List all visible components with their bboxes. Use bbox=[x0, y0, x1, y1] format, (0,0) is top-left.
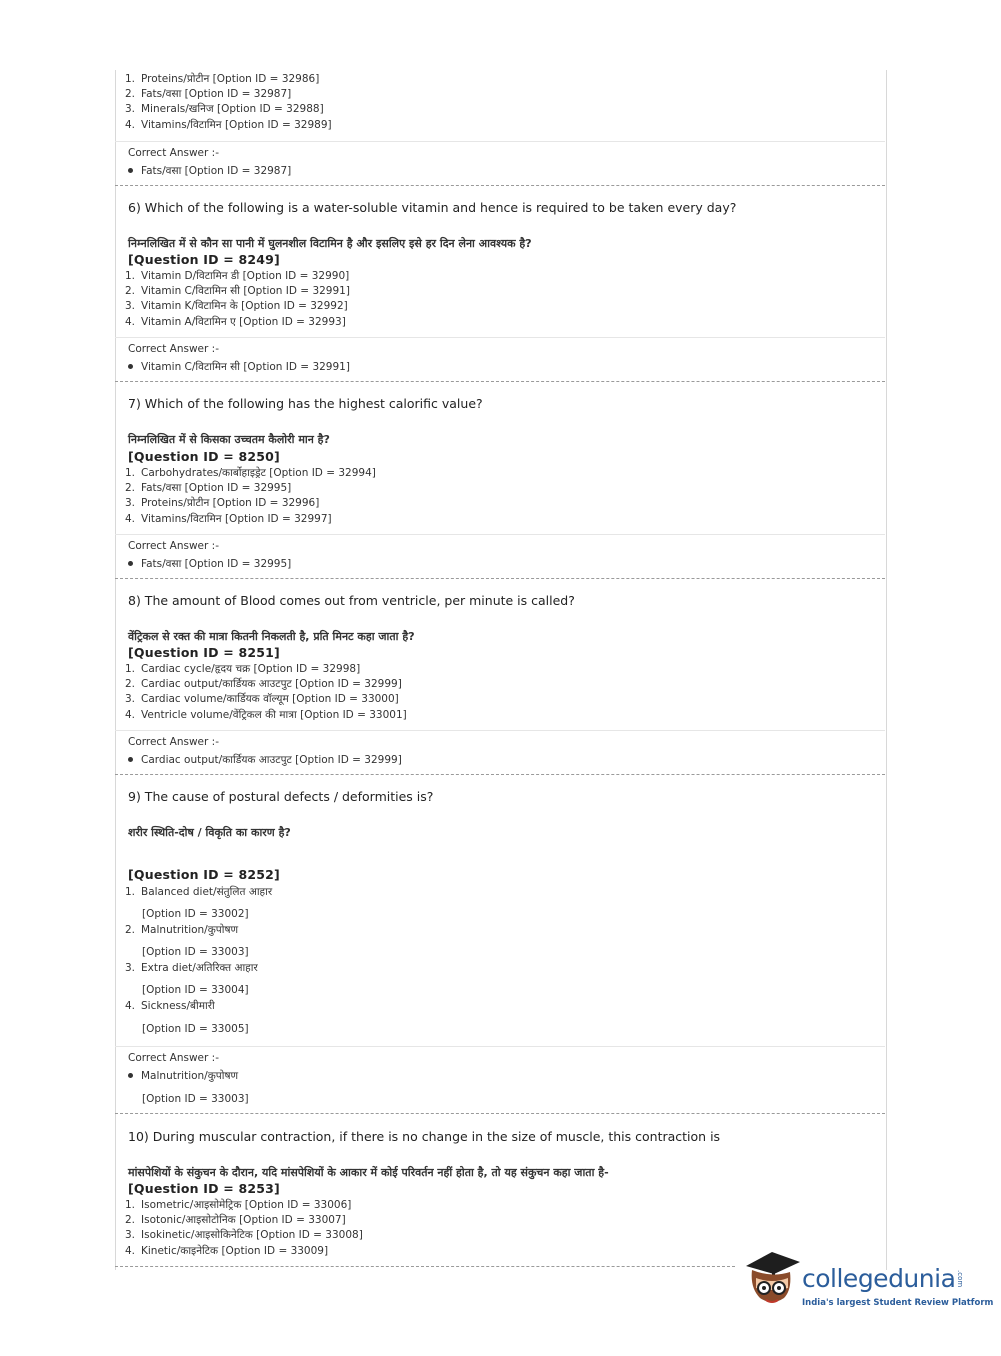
bullet-icon bbox=[128, 561, 133, 566]
option-item: 1. Cardiac cycle/हृदय चक्र [Option ID = 32998] bbox=[125, 663, 361, 675]
correct-answer: Fats/वसा [Option ID = 32987] bbox=[128, 164, 291, 178]
option-id: [Option ID = 33003] bbox=[142, 946, 249, 958]
question-separator bbox=[115, 185, 885, 186]
question-id: [Question ID = 8252] bbox=[128, 867, 280, 882]
correct-answer-id: [Option ID = 33003] bbox=[142, 1093, 249, 1105]
logo-suffix: .com bbox=[956, 1270, 964, 1288]
options-list bbox=[125, 72, 332, 133]
option-item: 1. Balanced diet/संतुलित आहार bbox=[125, 886, 273, 898]
option-id: [Option ID = 33005] bbox=[142, 1023, 249, 1035]
option-item: 3. Extra diet/अतिरिक्त आहार bbox=[125, 962, 258, 974]
option-item: 2. Fats/वसा [Option ID = 32995] bbox=[125, 482, 292, 495]
correct-answer: Fats/वसा [Option ID = 32995] bbox=[128, 557, 291, 571]
logo-wordmark: collegedunia bbox=[802, 1264, 956, 1293]
option-item: 2. Fats/वसा [Option ID = 32987] bbox=[125, 88, 292, 101]
option-item: 4. Kinetic/काइनेटिक [Option ID = 33009] bbox=[125, 1244, 329, 1257]
bullet-icon bbox=[128, 1073, 133, 1078]
divider bbox=[115, 1046, 885, 1047]
question-title: 7) Which of the following has the highest calorific value? bbox=[128, 396, 483, 411]
logo-tagline: India's largest Student Review Platform bbox=[802, 1298, 994, 1308]
option-item: 1. Proteins/प्रोटीन [Option ID = 32986] bbox=[125, 73, 320, 85]
question-title: 6) Which of the following is a water-soluble vitamin and hence is required to be taken every day? bbox=[128, 200, 737, 215]
option-item: 4. Sickness/बीमारी bbox=[125, 1000, 215, 1012]
options-list bbox=[125, 662, 407, 723]
option-item: 2. Malnutrition/कुपोषण bbox=[125, 924, 239, 936]
option-item: 3. Cardiac volume/कार्डियक वॉल्यूम [Option ID = 33000] bbox=[125, 693, 399, 706]
option-item: 4. Ventricle volume/वेंट्रिकल की मात्रा [Option ID = 33001] bbox=[125, 708, 407, 721]
divider bbox=[115, 534, 885, 535]
option-item: 2. Cardiac output/कार्डियक आउटपुट [Option ID = 32999] bbox=[125, 678, 402, 691]
option-item: 1. Isometric/आइसोमेट्रिक [Option ID = 33006] bbox=[125, 1199, 352, 1211]
question-separator bbox=[115, 1113, 885, 1114]
question-separator bbox=[115, 774, 885, 775]
divider bbox=[115, 730, 885, 731]
bullet-icon bbox=[128, 364, 133, 369]
question-separator bbox=[115, 381, 885, 382]
question-title: 8) The amount of Blood comes out from ventricle, per minute is called? bbox=[128, 593, 575, 608]
options-list bbox=[125, 1198, 363, 1259]
correct-answer: Cardiac output/कार्डियक आउटपुट [Option ID = 32999] bbox=[128, 753, 402, 767]
option-item: 3. Proteins/प्रोटीन [Option ID = 32996] bbox=[125, 497, 320, 510]
correct-answer-label: Correct Answer :- bbox=[128, 343, 219, 355]
correct-answer-label: Correct Answer :- bbox=[128, 147, 219, 159]
question-title: 10) During muscular contraction, if there is no change in the size of muscle, this contraction is bbox=[128, 1129, 721, 1144]
question-hindi: शरीर स्थिति-दोष / विकृति का कारण है? bbox=[128, 826, 291, 839]
option-item: 2. Vitamin C/विटामिन सी [Option ID = 32991] bbox=[125, 285, 350, 298]
question-hindi: मांसपेशियों के संकुचन के दौरान, यदि मांसपेशियों के आकार में कोई परिवर्तन नहीं होता है, तो यह संकुचन कहा जाता है- bbox=[128, 1166, 609, 1179]
collegedunia-logo bbox=[742, 1248, 994, 1318]
correct-answer: Malnutrition/कुपोषण bbox=[128, 1069, 238, 1083]
question-id: [Question ID = 8250] bbox=[128, 449, 280, 464]
divider bbox=[115, 141, 885, 142]
correct-answer-label: Correct Answer :- bbox=[128, 540, 219, 552]
question-title: 9) The cause of postural defects / deformities is? bbox=[128, 789, 434, 804]
bullet-icon bbox=[128, 168, 133, 173]
question-id: [Question ID = 8249] bbox=[128, 252, 280, 267]
question-separator bbox=[115, 578, 885, 579]
option-item: 2. Isotonic/आइसोटोनिक [Option ID = 33007] bbox=[125, 1214, 346, 1227]
option-item: 4. Vitamins/विटामिन [Option ID = 32989] bbox=[125, 118, 332, 131]
question-id: [Question ID = 8251] bbox=[128, 645, 280, 660]
question-hindi: निम्नलिखित में से कौन सा पानी में घुलनशील विटामिन है और इसलिए इसे हर दिन लेना आवश्यक है? bbox=[128, 237, 532, 250]
correct-answer-label: Correct Answer :- bbox=[128, 1052, 219, 1064]
option-item: 3. Isokinetic/आइसोकिनेटिक [Option ID = 33008] bbox=[125, 1229, 363, 1242]
question-hindi: वेंट्रिकल से रक्त की मात्रा कितनी निकलती है, प्रति मिनट कहा जाता है? bbox=[128, 630, 415, 643]
correct-answer: Vitamin C/विटामिन सी [Option ID = 32991] bbox=[128, 360, 350, 374]
question-separator bbox=[115, 1266, 735, 1267]
option-item: 1. Vitamin D/विटामिन डी [Option ID = 32990] bbox=[125, 270, 350, 282]
bullet-icon bbox=[128, 757, 133, 762]
option-item: 3. Minerals/खनिज [Option ID = 32988] bbox=[125, 103, 324, 116]
divider bbox=[115, 337, 885, 338]
option-item: 4. Vitamin A/विटामिन ए [Option ID = 32993] bbox=[125, 315, 346, 328]
correct-answer-label: Correct Answer :- bbox=[128, 736, 219, 748]
options-list bbox=[125, 466, 376, 527]
question-hindi: निम्नलिखित में से किसका उच्चतम कैलोरी मान है? bbox=[128, 433, 330, 446]
question-id: [Question ID = 8253] bbox=[128, 1181, 280, 1196]
option-item: 4. Vitamins/विटामिन [Option ID = 32997] bbox=[125, 512, 332, 525]
option-id: [Option ID = 33004] bbox=[142, 984, 249, 996]
option-id: [Option ID = 33002] bbox=[142, 908, 249, 920]
options-list bbox=[125, 269, 350, 330]
mascot-icon bbox=[742, 1248, 804, 1310]
option-item: 3. Vitamin K/विटामिन के [Option ID = 32992] bbox=[125, 300, 348, 313]
option-item: 1. Carbohydrates/कार्बोहाइड्रेट [Option ID = 32994] bbox=[125, 467, 376, 479]
